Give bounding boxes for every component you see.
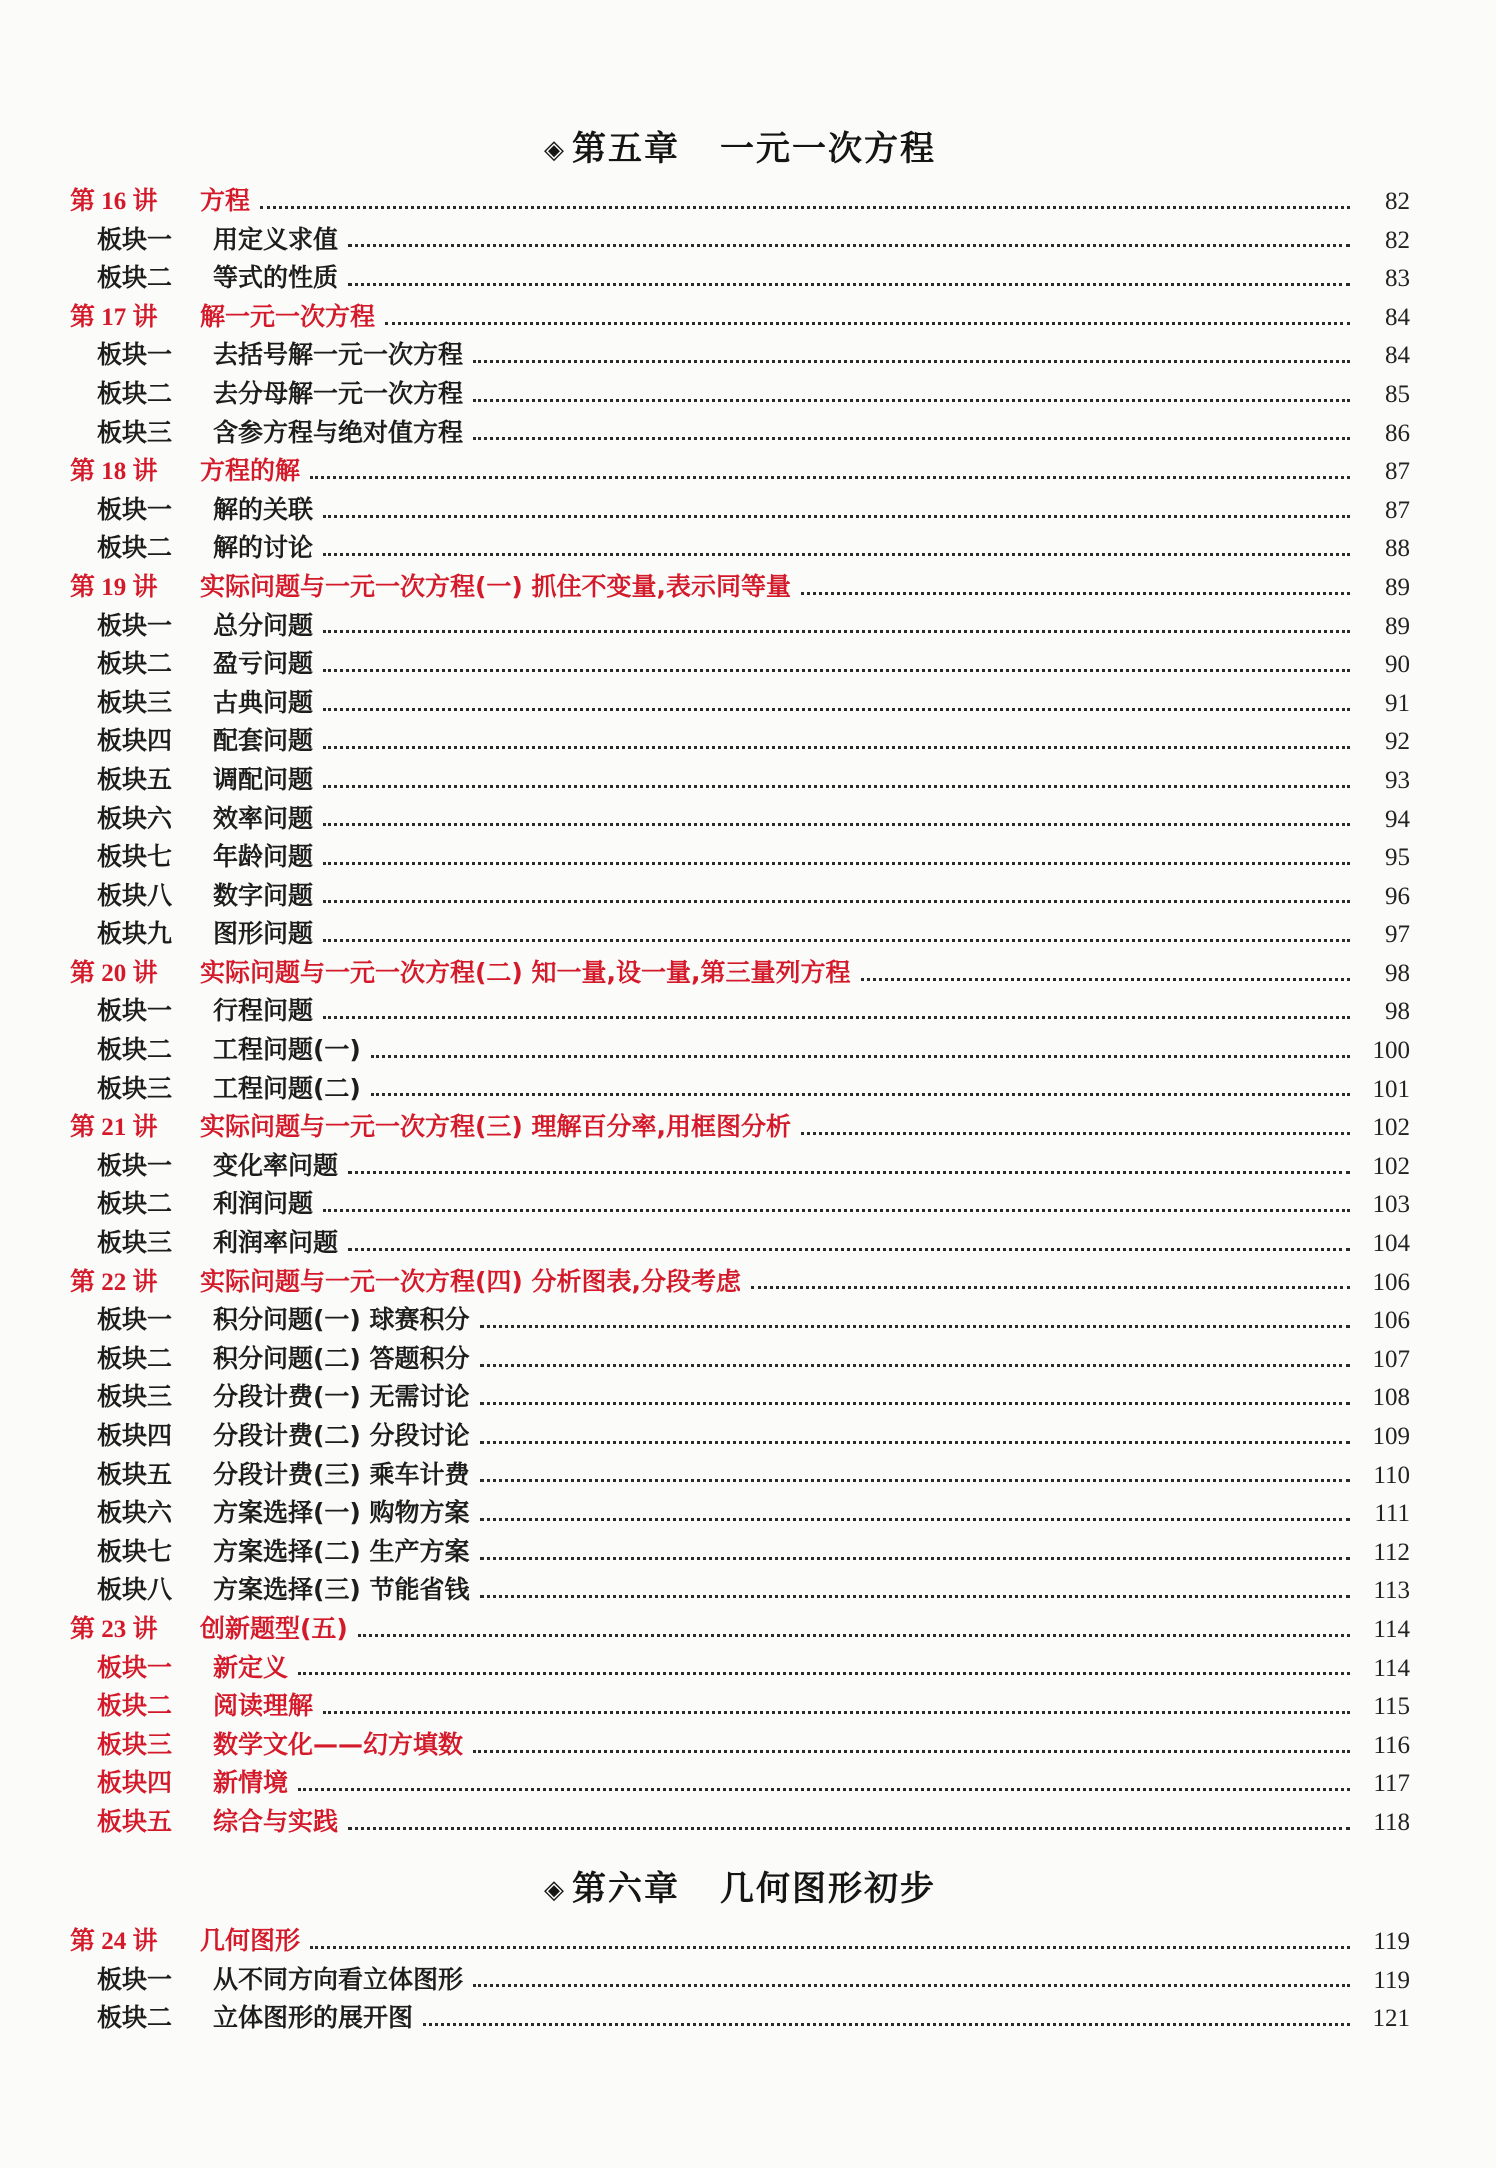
section-title: 古典问题 [213,687,314,717]
section-number: 板块二 [97,649,173,679]
section-title: 数字问题 [213,880,314,910]
dot-leader [323,900,1350,903]
toc-section-entry[interactable] [70,1533,1410,1572]
dot-leader [310,1946,1350,1949]
page-number: 118 [1373,1808,1410,1836]
toc-lecture-entry[interactable] [70,1263,1410,1302]
section-title: 新情境 [213,1768,289,1798]
chapter-name: 一元一次方程 [720,129,936,169]
lecture-number: 第 17 讲 [70,303,158,331]
section-title: 利润问题 [213,1189,314,1219]
page-number: 121 [1372,2005,1410,2033]
section-title: 方案选择(一) 购物方案 [213,1498,470,1528]
section-number: 板块三 [97,1729,173,1759]
page-number: 82 [1385,226,1410,254]
dot-leader [323,1711,1350,1714]
dot-leader [323,823,1350,826]
section-title: 工程问题(二) [213,1073,361,1103]
page-number: 103 [1372,1191,1410,1219]
section-number: 板块二 [97,1691,173,1721]
section-title: 图形问题 [213,919,314,949]
toc-section-entry[interactable] [70,336,1410,375]
page-number: 114 [1373,1654,1410,1682]
section-title: 利润率问题 [213,1228,339,1258]
toc-section-entry[interactable] [70,1147,1410,1186]
section-number: 板块八 [97,1575,173,1605]
section-title: 用定义求值 [213,224,339,254]
dot-leader [323,1016,1350,1019]
dot-leader [480,1364,1350,1367]
section-number: 板块六 [97,1498,173,1528]
toc-section-entry[interactable] [70,722,1410,761]
toc-section-entry[interactable] [70,1687,1410,1726]
toc-section-entry[interactable] [70,1494,1410,1533]
lecture-title: 解一元一次方程 [200,301,376,331]
section-title: 立体图形的展开图 [213,2003,414,2033]
section-title: 调配问题 [213,764,314,794]
toc-section-entry[interactable] [70,1070,1410,1109]
dot-leader [480,1557,1350,1560]
section-number: 板块二 [97,378,173,408]
page-number: 119 [1373,1928,1410,1955]
dot-leader [323,708,1350,711]
section-number: 板块一 [97,340,173,370]
chapter-number: 第五章 [572,129,680,169]
page-number: 84 [1385,303,1410,331]
section-number: 板块七 [97,1536,173,1566]
dot-leader [473,1750,1350,1753]
toc-section-entry[interactable] [70,1301,1410,1340]
section-title: 积分问题(二) 答题积分 [213,1343,470,1373]
toc-section-entry[interactable] [70,1456,1410,1495]
section-number: 板块二 [97,263,173,293]
toc-lecture-entry[interactable] [70,452,1410,491]
section-number: 板块五 [97,1459,173,1489]
dot-leader [423,2023,1350,2026]
section-title: 变化率问题 [213,1150,339,1180]
toc-section-entry[interactable] [70,761,1410,800]
section-number: 板块六 [97,803,173,833]
page-number: 109 [1372,1423,1410,1450]
page-number: 95 [1385,844,1410,872]
page-number: 89 [1385,573,1410,601]
dot-leader [358,1634,1350,1637]
page-number: 116 [1373,1731,1410,1759]
dot-leader [348,1171,1350,1174]
diamond-icon: ◈ [544,1875,566,1905]
toc-section-entry[interactable] [70,1417,1410,1456]
dot-leader [348,1827,1350,1830]
lecture-title: 实际问题与一元一次方程(一) 抓住不变量,表示同等量 [200,571,792,601]
section-title: 总分问题 [213,610,314,640]
chapter-title [70,116,1410,182]
section-number: 板块八 [97,880,173,910]
page-number: 106 [1372,1268,1410,1296]
section-title: 综合与实践 [213,1806,339,1836]
page-number: 92 [1385,728,1410,756]
lecture-title: 实际问题与一元一次方程(三) 理解百分率,用框图分析 [200,1112,792,1142]
dot-leader [480,1479,1350,1482]
dot-leader [480,1325,1350,1328]
section-title: 解的讨论 [213,533,314,563]
section-number: 板块五 [97,764,173,794]
toc-section-entry[interactable] [70,1378,1410,1417]
page-number: 119 [1373,1966,1410,1994]
section-title: 解的关联 [213,494,314,524]
lecture-number: 第 21 讲 [70,1114,158,1142]
dot-leader [385,322,1350,325]
dot-leader [298,1788,1350,1791]
dot-leader [480,1518,1350,1521]
page-number: 90 [1385,651,1410,679]
section-title: 配套问题 [213,726,314,756]
dot-leader [371,1055,1350,1058]
dot-leader [473,1984,1350,1987]
section-number: 板块二 [97,1035,173,1065]
lecture-number: 第 18 讲 [70,458,158,486]
page-number: 107 [1372,1345,1410,1373]
toc-section-entry[interactable] [70,877,1410,916]
section-number: 板块四 [97,1421,173,1450]
toc-section-entry[interactable] [70,1961,1410,2000]
section-number: 板块二 [97,533,173,563]
lecture-title: 几何图形 [200,1926,301,1955]
section-title: 工程问题(一) [213,1035,361,1065]
page-number: 112 [1373,1538,1410,1566]
dot-leader [861,978,1350,981]
toc-section-entry[interactable] [70,838,1410,877]
toc-section-entry[interactable] [70,915,1410,954]
toc-lecture-entry[interactable] [70,298,1410,337]
lecture-number: 第 24 讲 [70,1928,158,1955]
section-title: 年龄问题 [213,842,314,872]
section-number: 板块三 [97,687,173,717]
section-number: 板块三 [97,1073,173,1103]
dot-leader [371,1093,1350,1096]
page-number: 102 [1372,1114,1410,1142]
section-title: 行程问题 [213,996,314,1026]
page-number: 100 [1372,1037,1410,1065]
dot-leader [348,1248,1350,1251]
dot-leader [751,1286,1350,1289]
toc-lecture-entry[interactable] [70,1108,1410,1147]
dot-leader [348,244,1350,247]
dot-leader [323,746,1350,749]
chapter-number: 第六章 [572,1869,680,1909]
lecture-number: 第 16 讲 [70,188,158,215]
section-number: 板块一 [97,494,173,524]
section-number: 板块一 [97,610,173,640]
page-number: 82 [1385,188,1410,215]
chapter-name: 几何图形初步 [720,1869,936,1909]
section-title: 方案选择(二) 生产方案 [213,1536,470,1566]
toc-section-entry[interactable] [70,992,1410,1031]
toc-section-entry[interactable] [70,529,1410,568]
chapter-six [70,1856,1410,2038]
section-title: 去括号解一元一次方程 [213,340,464,370]
dot-leader [323,1209,1350,1212]
section-title: 分段计费(一) 无需讨论 [213,1382,470,1412]
dot-leader [473,437,1350,440]
toc-section-entry[interactable] [70,1185,1410,1224]
page-number: 108 [1372,1384,1410,1412]
chapter-five [70,116,1410,1842]
page-number: 84 [1385,342,1410,370]
page-number: 115 [1373,1693,1410,1721]
dot-leader [323,862,1350,865]
dot-leader [801,1132,1350,1135]
dot-leader [323,669,1350,672]
toc-section-entry[interactable] [70,1726,1410,1765]
page-number: 93 [1385,766,1410,794]
toc-section-entry[interactable] [70,259,1410,298]
section-number: 板块三 [97,417,173,447]
section-number: 板块四 [97,1768,173,1798]
toc-list [70,1922,1410,2038]
dot-leader [348,283,1350,286]
page-number: 87 [1385,496,1410,524]
section-number: 板块一 [97,1305,173,1335]
section-number: 板块三 [97,1382,173,1412]
page-number: 110 [1373,1461,1410,1489]
section-number: 板块二 [97,2003,173,2033]
page-number: 89 [1385,612,1410,640]
section-title: 阅读理解 [213,1691,314,1721]
section-number: 板块五 [97,1806,173,1836]
page-number: 102 [1372,1152,1410,1180]
section-title: 数学文化——幻方填数 [213,1729,464,1759]
lecture-number: 第 22 讲 [70,1268,158,1296]
toc-section-entry[interactable] [70,1571,1410,1610]
page-number: 96 [1385,882,1410,910]
toc-section-entry[interactable] [70,1649,1410,1688]
toc-section-entry[interactable] [70,645,1410,684]
section-title: 从不同方向看立体图形 [213,1964,464,1994]
page-number: 87 [1385,458,1410,486]
section-number: 板块一 [97,1652,173,1682]
section-number: 板块二 [97,1189,173,1219]
section-number: 板块九 [97,919,173,949]
dot-leader [298,1672,1350,1675]
section-title: 盈亏问题 [213,649,314,679]
dot-leader [323,785,1350,788]
dot-leader [480,1441,1350,1444]
toc-lecture-entry[interactable] [70,1922,1410,1961]
section-number: 板块二 [97,1343,173,1373]
chapter-title [70,1856,1410,1922]
page-number: 98 [1385,959,1410,987]
lecture-title: 创新题型(五) [200,1613,348,1643]
dot-leader [480,1595,1350,1598]
section-title: 含参方程与绝对值方程 [213,417,464,447]
page-number: 94 [1385,805,1410,833]
page-number: 83 [1385,265,1410,293]
toc-section-entry[interactable] [70,221,1410,260]
section-title: 积分问题(一) 球赛积分 [213,1305,470,1335]
section-title: 分段计费(三) 乘车计费 [213,1459,470,1489]
page-number: 91 [1385,689,1410,717]
toc-list [70,182,1410,1842]
toc-section-entry[interactable] [70,1764,1410,1803]
page-number: 111 [1374,1500,1410,1528]
toc-section-entry[interactable] [70,375,1410,414]
toc-lecture-entry[interactable] [70,568,1410,607]
lecture-title: 实际问题与一元一次方程(二) 知一量,设一量,第三量列方程 [200,957,851,987]
toc-section-entry[interactable] [70,1803,1410,1842]
page-number: 106 [1372,1307,1410,1335]
dot-leader [473,360,1350,363]
page-number: 117 [1373,1770,1410,1798]
toc-section-entry[interactable] [70,1224,1410,1263]
dot-leader [323,515,1350,518]
section-number: 板块一 [97,1150,173,1180]
page-number: 104 [1372,1230,1410,1258]
lecture-title: 方程的解 [200,456,301,486]
dot-leader [480,1402,1350,1405]
toc-section-entry[interactable] [70,1999,1410,2038]
page-number: 85 [1385,380,1410,408]
toc-lecture-entry[interactable] [70,954,1410,993]
toc-section-entry[interactable] [70,1031,1410,1070]
section-number: 板块三 [97,1228,173,1258]
toc-section-entry[interactable] [70,800,1410,839]
page-number: 88 [1385,535,1410,563]
dot-leader [323,553,1350,556]
dot-leader [473,399,1350,402]
lecture-number: 第 23 讲 [70,1615,158,1643]
section-number: 板块一 [97,1964,173,1994]
section-number: 板块七 [97,842,173,872]
section-number: 板块一 [97,996,173,1026]
section-title: 方案选择(三) 节能省钱 [213,1575,470,1605]
page-number: 114 [1373,1615,1410,1643]
section-title: 分段计费(二) 分段讨论 [213,1421,470,1450]
page-number: 98 [1385,998,1410,1026]
toc-lecture-entry[interactable] [70,182,1410,221]
section-title: 去分母解一元一次方程 [213,378,464,408]
toc-section-entry[interactable] [70,1340,1410,1379]
page-number: 86 [1385,419,1410,447]
toc-section-entry[interactable] [70,607,1410,646]
dot-leader [323,630,1350,633]
lecture-number: 第 19 讲 [70,573,158,601]
lecture-title: 实际问题与一元一次方程(四) 分析图表,分段考虑 [200,1266,742,1296]
lecture-title: 方程 [200,186,251,215]
page-number: 97 [1385,921,1410,949]
dot-leader [260,206,1350,209]
section-title: 效率问题 [213,803,314,833]
dot-leader [801,592,1350,595]
section-number: 板块四 [97,726,173,756]
dot-leader [310,476,1350,479]
section-title: 新定义 [213,1652,289,1682]
page-number: 101 [1372,1075,1410,1103]
diamond-icon: ◈ [544,135,566,165]
toc-lecture-entry[interactable] [70,1610,1410,1649]
lecture-number: 第 20 讲 [70,959,158,987]
page-number: 113 [1373,1577,1410,1605]
section-number: 板块一 [97,224,173,254]
section-title: 等式的性质 [213,263,339,293]
toc-section-entry[interactable] [70,414,1410,453]
dot-leader [323,939,1350,942]
toc-section-entry[interactable] [70,684,1410,723]
toc-section-entry[interactable] [70,491,1410,530]
